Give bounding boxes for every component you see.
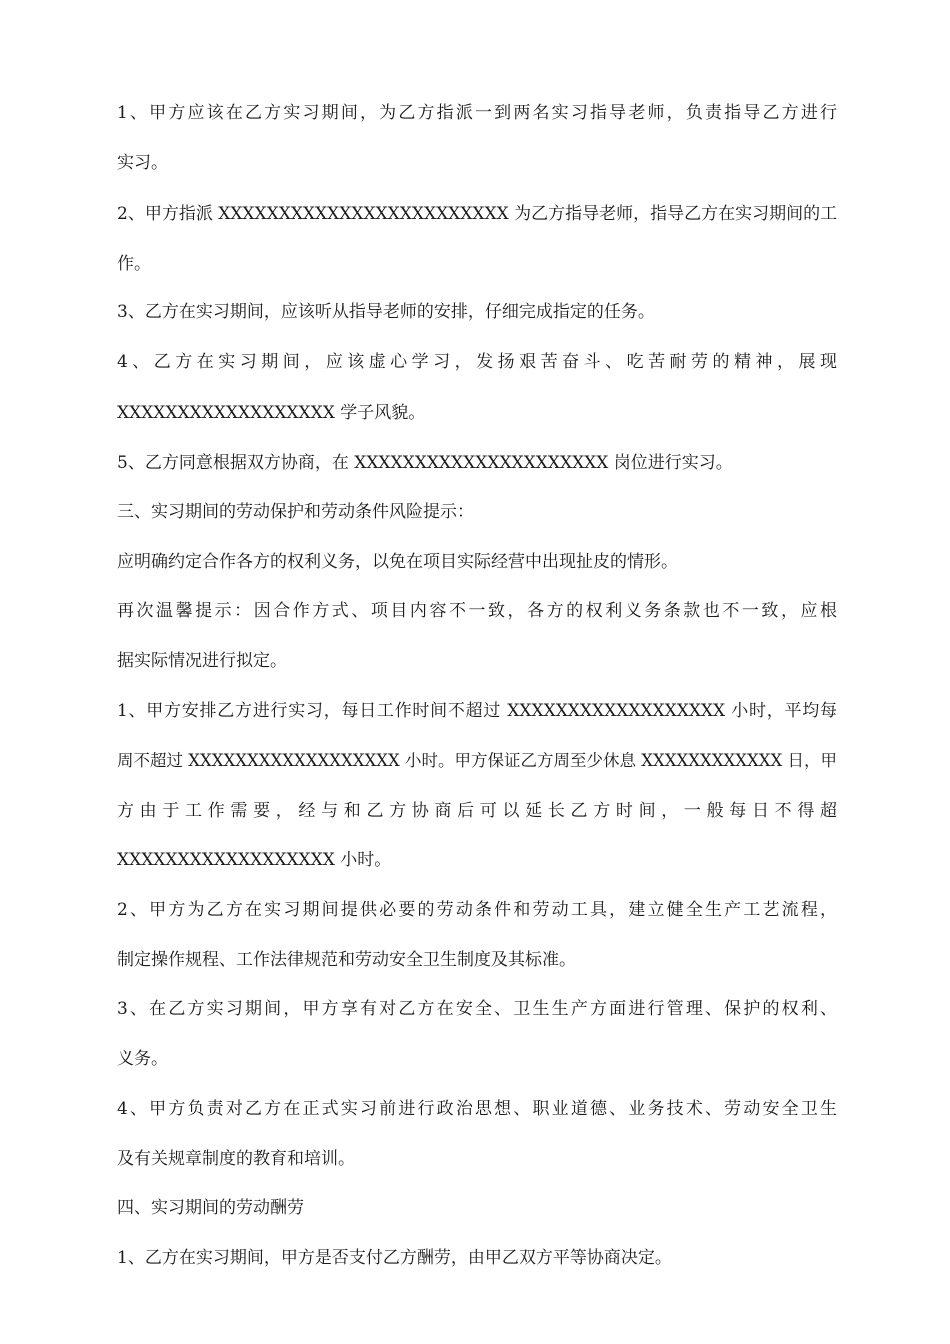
text-line: 2、甲方为乙方在实习期间提供必要的劳动条件和劳动工具，建立健全生产工艺流程，	[117, 900, 837, 920]
text-line: 方由于工作需要，经与和乙方协商后可以延长乙方时间，一般每日不得超	[117, 801, 837, 821]
text-line: 5、乙方同意根据双方协商，在 XXXXXXXXXXXXXXXXXXXXX 岗位进行实习。	[117, 453, 733, 473]
text-line: XXXXXXXXXXXXXXXXXX 学子风貌。	[117, 403, 426, 423]
text-line: 及有关规章制度的教育和培训。	[117, 1149, 355, 1169]
text-line: 1、乙方在实习期间，甲方是否支付乙方酬劳，由甲乙双方平等协商决定。	[117, 1248, 672, 1268]
text-line: 制定操作规程、工作法律规范和劳动安全卫生制度及其标准。	[117, 950, 576, 970]
text-line: 实习。	[117, 153, 168, 173]
text-line: 4、甲方负责对乙方在正式实习前进行政治思想、职业道德、业务技术、劳动安全卫生	[117, 1099, 837, 1119]
text-line: 周不超过 XXXXXXXXXXXXXXXXXX 小时。甲方保证乙方周至少休息 XXXXXXXXXXXX 日，甲	[117, 751, 837, 770]
text-line: 作。	[117, 254, 151, 274]
section-heading: 四、实习期间的劳动酬劳	[117, 1198, 304, 1218]
text-line: 3、在乙方实习期间，甲方享有对乙方在安全、卫生生产方面进行管理、保护的权利、	[117, 999, 837, 1019]
text-line: XXXXXXXXXXXXXXXXXX 小时。	[117, 850, 392, 870]
text-line: 义务。	[117, 1049, 168, 1069]
text-line: 据实际情况进行拟定。	[117, 651, 287, 671]
text-line: 再次温馨提示：因合作方式、项目内容不一致，各方的权利义务条款也不一致，应根	[117, 601, 837, 621]
text-line: 应明确约定合作各方的权利义务，以免在项目实际经营中出现扯皮的情形。	[117, 552, 678, 572]
text-line: 4、乙方在实习期间，应该虚心学习，发扬艰苦奋斗、吃苦耐劳的精神，展现	[117, 352, 837, 372]
text-line: 2、甲方指派 XXXXXXXXXXXXXXXXXXXXXXXX 为乙方指导老师，指导乙方在实习期间的工	[117, 204, 838, 224]
text-line: 1、甲方应该在乙方实习期间，为乙方指派一到两名实习指导老师，负责指导乙方进行	[117, 103, 837, 123]
text-line: 1、甲方安排乙方进行实习，每日工作时间不超过 XXXXXXXXXXXXXXXXXX 小时，平均每	[117, 701, 837, 721]
section-heading: 三、实习期间的劳动保护和劳动条件风险提示：	[117, 502, 474, 522]
text-line: 3、乙方在实习期间，应该听从指导老师的安排，仔细完成指定的任务。	[117, 302, 655, 322]
